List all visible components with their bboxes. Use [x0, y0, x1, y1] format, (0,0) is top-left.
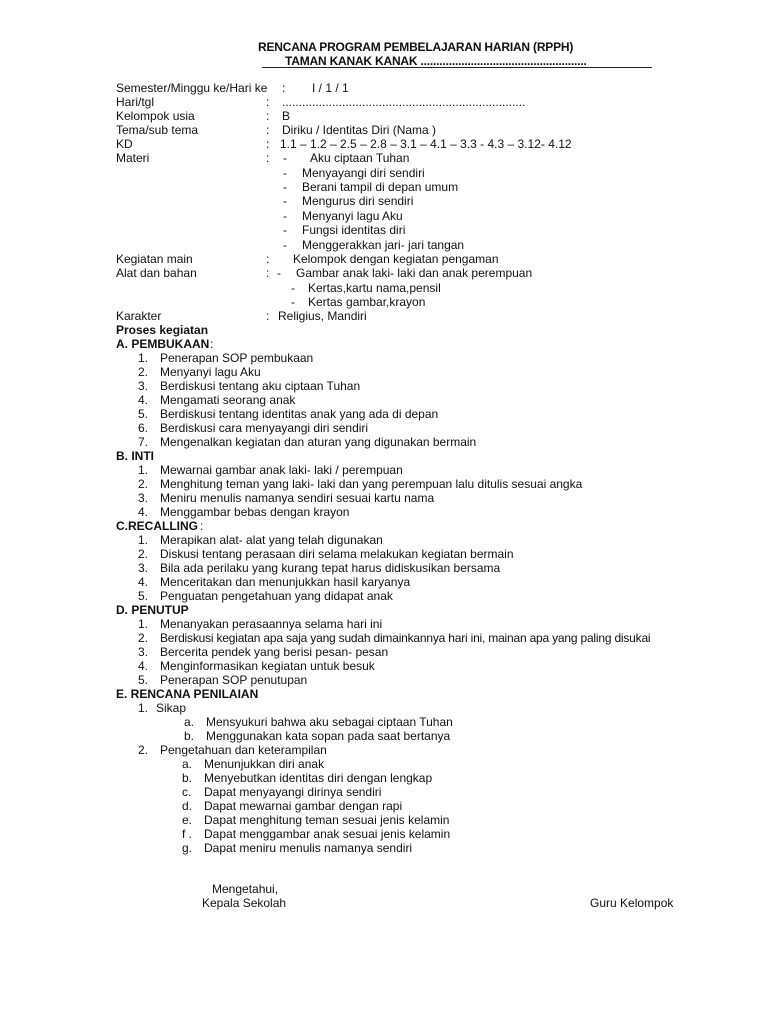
list-item: Dapat mewarnai gambar dengan rapi [204, 799, 403, 813]
materi-dash: - [283, 238, 287, 252]
materi-item: Aku ciptaan Tuhan [310, 151, 410, 165]
materi-item: Menggerakkan jari- jari tangan [302, 238, 465, 252]
alat-item: Kertas,kartu nama,pensil [308, 281, 441, 295]
kd-value: 1.1 – 1.2 – 2.5 – 2.8 – 3.1 – 4.1 – 3.3 - 4.3 – 3.12- 4.12 [280, 137, 572, 151]
karakter-value: Religius, Mandiri [278, 309, 367, 323]
list-item: Penerapan SOP penutupan [160, 673, 308, 687]
list-letter: a. [184, 715, 195, 729]
list-number: 5. [138, 673, 149, 687]
kegiatan-value: Kelompok dengan kegiatan pengaman [293, 252, 499, 266]
alat-dash: - [291, 281, 295, 295]
list-number: 2. [138, 365, 149, 379]
hari-sep: : [266, 95, 270, 109]
section-heading-penilaian: E. RENCANA PENILAIAN [116, 687, 259, 701]
list-number: 2. [138, 547, 149, 561]
section-colon: : [210, 337, 214, 351]
list-item: Menghitung teman yang laki- laki dan yang perempuan lalu ditulis sesuai angka [160, 477, 583, 491]
list-item: Berdiskusi tentang identitas anak yang ada di depan [160, 407, 439, 421]
list-letter: d. [182, 799, 193, 813]
list-letter: c. [182, 785, 192, 799]
list-number: 3. [138, 561, 149, 575]
list-number: 1. [138, 351, 149, 365]
list-number: 3. [138, 379, 149, 393]
materi-dash: - [283, 194, 287, 208]
hari-label: Hari/tgl [116, 95, 155, 109]
list-item: Penerapan SOP pembukaan [160, 351, 314, 365]
list-number: 2. [138, 477, 149, 491]
alat-dash: - [277, 266, 281, 280]
kd-sep: : [266, 137, 270, 151]
list-item: Berdiskusi kegiatan apa saja yang sudah dimainkannya hari ini, mainan apa yang paling disukai [160, 631, 651, 645]
list-item: Diskusi tentang perasaan diri selama melakukan kegiatan bermain [160, 547, 514, 561]
list-item: Menunjukkan diri anak [204, 757, 325, 771]
alat-dash: - [291, 295, 295, 309]
list-number: 1. [138, 533, 149, 547]
list-item: Menginformasikan kegiatan untuk besuk [160, 659, 375, 673]
list-item: Menggambar bebas dengan krayon [160, 505, 350, 519]
list-number: 6. [138, 421, 149, 435]
tema-sep: : [266, 123, 270, 137]
list-number: 2. [138, 631, 149, 645]
list-letter: f . [182, 827, 193, 841]
sikap-label: Sikap [156, 701, 187, 715]
list-item: Dapat menggambar anak sesuai jenis kelamin [204, 827, 451, 841]
list-item: Berdiskusi tentang aku ciptaan Tuhan [160, 379, 361, 393]
materi-sep: : [266, 151, 270, 165]
header-divider [262, 67, 652, 68]
kegiatan-label: Kegiatan main [116, 252, 193, 266]
kd-label: KD [116, 137, 133, 151]
materi-item: Mengurus diri sendiri [302, 194, 414, 208]
list-item: Dapat menyayangi dirinya sendiri [204, 785, 382, 799]
semester-value: I / 1 / 1 [312, 81, 349, 95]
kelompok-value: B [282, 109, 291, 123]
list-item: Bercerita pendek yang berisi pesan- pesan [160, 645, 389, 659]
list-item: Menggunakan kata sopan pada saat bertanya [206, 729, 451, 743]
list-number: 4. [138, 393, 149, 407]
materi-label: Materi [116, 151, 150, 165]
list-item: Berdiskusi cara menyayangi diri sendiri [160, 421, 369, 435]
mengetahui-label: Mengetahui, [212, 882, 279, 896]
pengetahuan-label: Pengetahuan dan keterampilan [160, 743, 327, 757]
list-item: Merapikan alat- alat yang telah digunakan [160, 533, 383, 547]
section-heading-recalling: C.RECALLING [116, 519, 198, 533]
materi-dash: - [283, 166, 287, 180]
document-subtitle: TAMAN KANAK KANAK ..................................................... [285, 54, 587, 68]
kelompok-sep: : [266, 109, 270, 123]
list-number: 2. [138, 743, 149, 757]
materi-dash: - [283, 209, 287, 223]
list-number: 7. [138, 435, 149, 449]
list-number: 4. [138, 575, 149, 589]
list-item: Menyebutkan identitas diri dengan lengkap [204, 771, 433, 785]
list-letter: a. [182, 757, 193, 771]
proses-title: Proses kegiatan [116, 323, 209, 337]
list-item: Mengenalkan kegiatan dan aturan yang digunakan bermain [160, 435, 477, 449]
kegiatan-sep: : [266, 252, 270, 266]
section-heading-pembukaan: A. PEMBUKAAN [116, 337, 210, 351]
kelompok-label: Kelompok usia [116, 109, 195, 123]
list-item: Menanyakan perasaannya selama hari ini [160, 617, 383, 631]
materi-dash: - [283, 223, 287, 237]
section-colon: : [200, 519, 204, 533]
karakter-label: Karakter [116, 309, 162, 323]
semester-label: Semester/Minggu ke/Hari ke [116, 81, 268, 95]
kepala-sekolah-label: Kepala Sekolah [202, 896, 287, 910]
materi-item: Berani tampil di depan umum [302, 180, 459, 194]
materi-item: Menyanyi lagu Aku [302, 209, 403, 223]
list-number: 1. [138, 701, 149, 715]
list-item: Mengamati seorang anak [160, 393, 296, 407]
list-number: 3. [138, 491, 149, 505]
tema-value: Diriku / Identitas Diri (Nama ) [282, 123, 437, 137]
list-letter: b. [184, 729, 195, 743]
section-heading-penutup: D. PENUTUP [116, 603, 189, 617]
materi-dash: - [283, 151, 287, 165]
list-item: Menceritakan dan menunjukkan hasil karyanya [160, 575, 411, 589]
hari-value: ......................................................................... [282, 95, 526, 109]
list-number: 4. [138, 505, 149, 519]
alat-label: Alat dan bahan [116, 266, 197, 280]
karakter-sep: : [266, 309, 270, 323]
list-number: 5. [138, 407, 149, 421]
list-number: 1. [138, 617, 149, 631]
list-number: 3. [138, 645, 149, 659]
list-item: Penguatan pengetahuan yang didapat anak [160, 589, 393, 603]
tema-label: Tema/sub tema [116, 123, 199, 137]
materi-item: Menyayangi diri sendiri [302, 166, 425, 180]
guru-kelompok-label: Guru Kelompok [590, 896, 674, 910]
list-number: 5. [138, 589, 149, 603]
materi-item: Fungsi identitas diri [302, 223, 406, 237]
section-heading-inti: B. INTI [116, 449, 154, 463]
list-number: 1. [138, 463, 149, 477]
alat-sep: : [266, 266, 270, 280]
list-letter: g. [182, 841, 193, 855]
list-item: Dapat menghitung teman sesuai jenis kelamin [204, 813, 450, 827]
materi-dash: - [283, 180, 287, 194]
list-item: Menyanyi lagu Aku [160, 365, 261, 379]
list-number: 4. [138, 659, 149, 673]
list-item: Mensyukuri bahwa aku sebagai ciptaan Tuhan [206, 715, 453, 729]
list-letter: b. [182, 771, 193, 785]
list-item: Mewarnai gambar anak laki- laki / perempuan [160, 463, 403, 477]
semester-sep: : [282, 81, 286, 95]
list-item: Bila ada perilaku yang kurang tepat harus didiskusikan bersama [160, 561, 501, 575]
list-letter: e. [182, 813, 193, 827]
list-item: Meniru menulis namanya sendiri sesuai kartu nama [160, 491, 435, 505]
alat-item: Gambar anak laki- laki dan anak perempuan [296, 266, 533, 280]
alat-item: Kertas gambar,krayon [308, 295, 426, 309]
list-item: Dapat meniru menulis namanya sendiri [204, 841, 413, 855]
document-title: RENCANA PROGRAM PEMBELAJARAN HARIAN (RPPH) [258, 40, 574, 54]
